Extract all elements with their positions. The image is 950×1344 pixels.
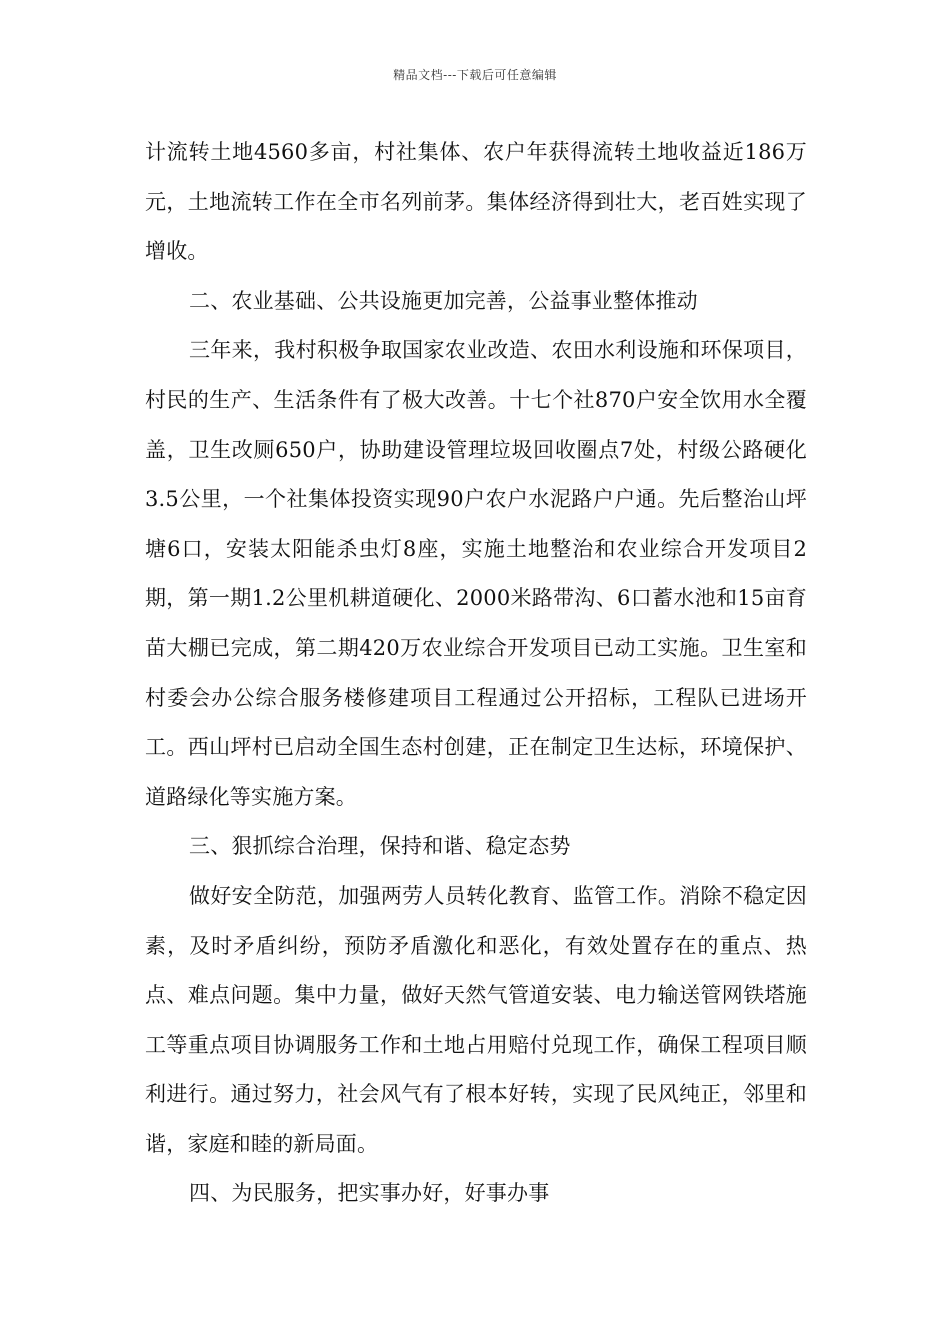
section-heading-4: 四、为民服务，把实事办好，好事办事 — [189, 1181, 550, 1206]
section-heading-3: 三、狠抓综合治理，保持和谐、稳定态势 — [189, 834, 571, 859]
document-body — [145, 128, 807, 1219]
paragraph-continuation: 计流转土地4560多亩，村社集体、农户年获得流转土地收益近186万元，土地流转工作在全市名列前茅。集体经济得到壮大，老百姓实现了增收。 — [145, 140, 807, 264]
paragraph-infrastructure: 三年来，我村积极争取国家农业改造、农田水利设施和环保项目，村民的生产、生活条件有了极大改善。十七个社870户安全饮用水全覆盖，卫生改厕650户，协助建设管理垃圾回收圈点7处，村级公路硬化3.5公里，一个社集体投资实现90户农户水泥路户户通。先后整治山坪塘6口，安装太阳能杀虫灯8座，实施土地整治和农业综合开发项目2期，第一期1.2公里机耕道硬化、2000米路带沟、6口蓄水池和15亩育苗大棚已完成，第二期420万农业综合开发项目已动工实施。卫生室和村委会办公综合服务楼修建项目工程通过公开招标，工程队已进场开工。西山坪村已启动全国生态村创建，正在制定卫生达标，环境保护、道路绿化等实施方案。 — [145, 338, 807, 809]
section-heading-2: 二、农业基础、公共设施更加完善，公益事业整体推动 — [189, 288, 698, 313]
paragraph-governance: 做好安全防范，加强两劳人员转化教育、监管工作。消除不稳定因素，及时矛盾纠纷，预防矛盾激化和恶化，有效处置存在的重点、热点、难点问题。集中力量，做好天然气管道安装、电力输送管网铁塔施工等重点项目协调服务工作和土地占用赔付兑现工作，确保工程项目顺利进行。通过努力，社会风气有了根本好转，实现了民风纯正，邻里和谐，家庭和睦的新局面。 — [145, 883, 807, 1156]
page-header: 精品文档---下载后可任意编辑 — [393, 68, 557, 82]
